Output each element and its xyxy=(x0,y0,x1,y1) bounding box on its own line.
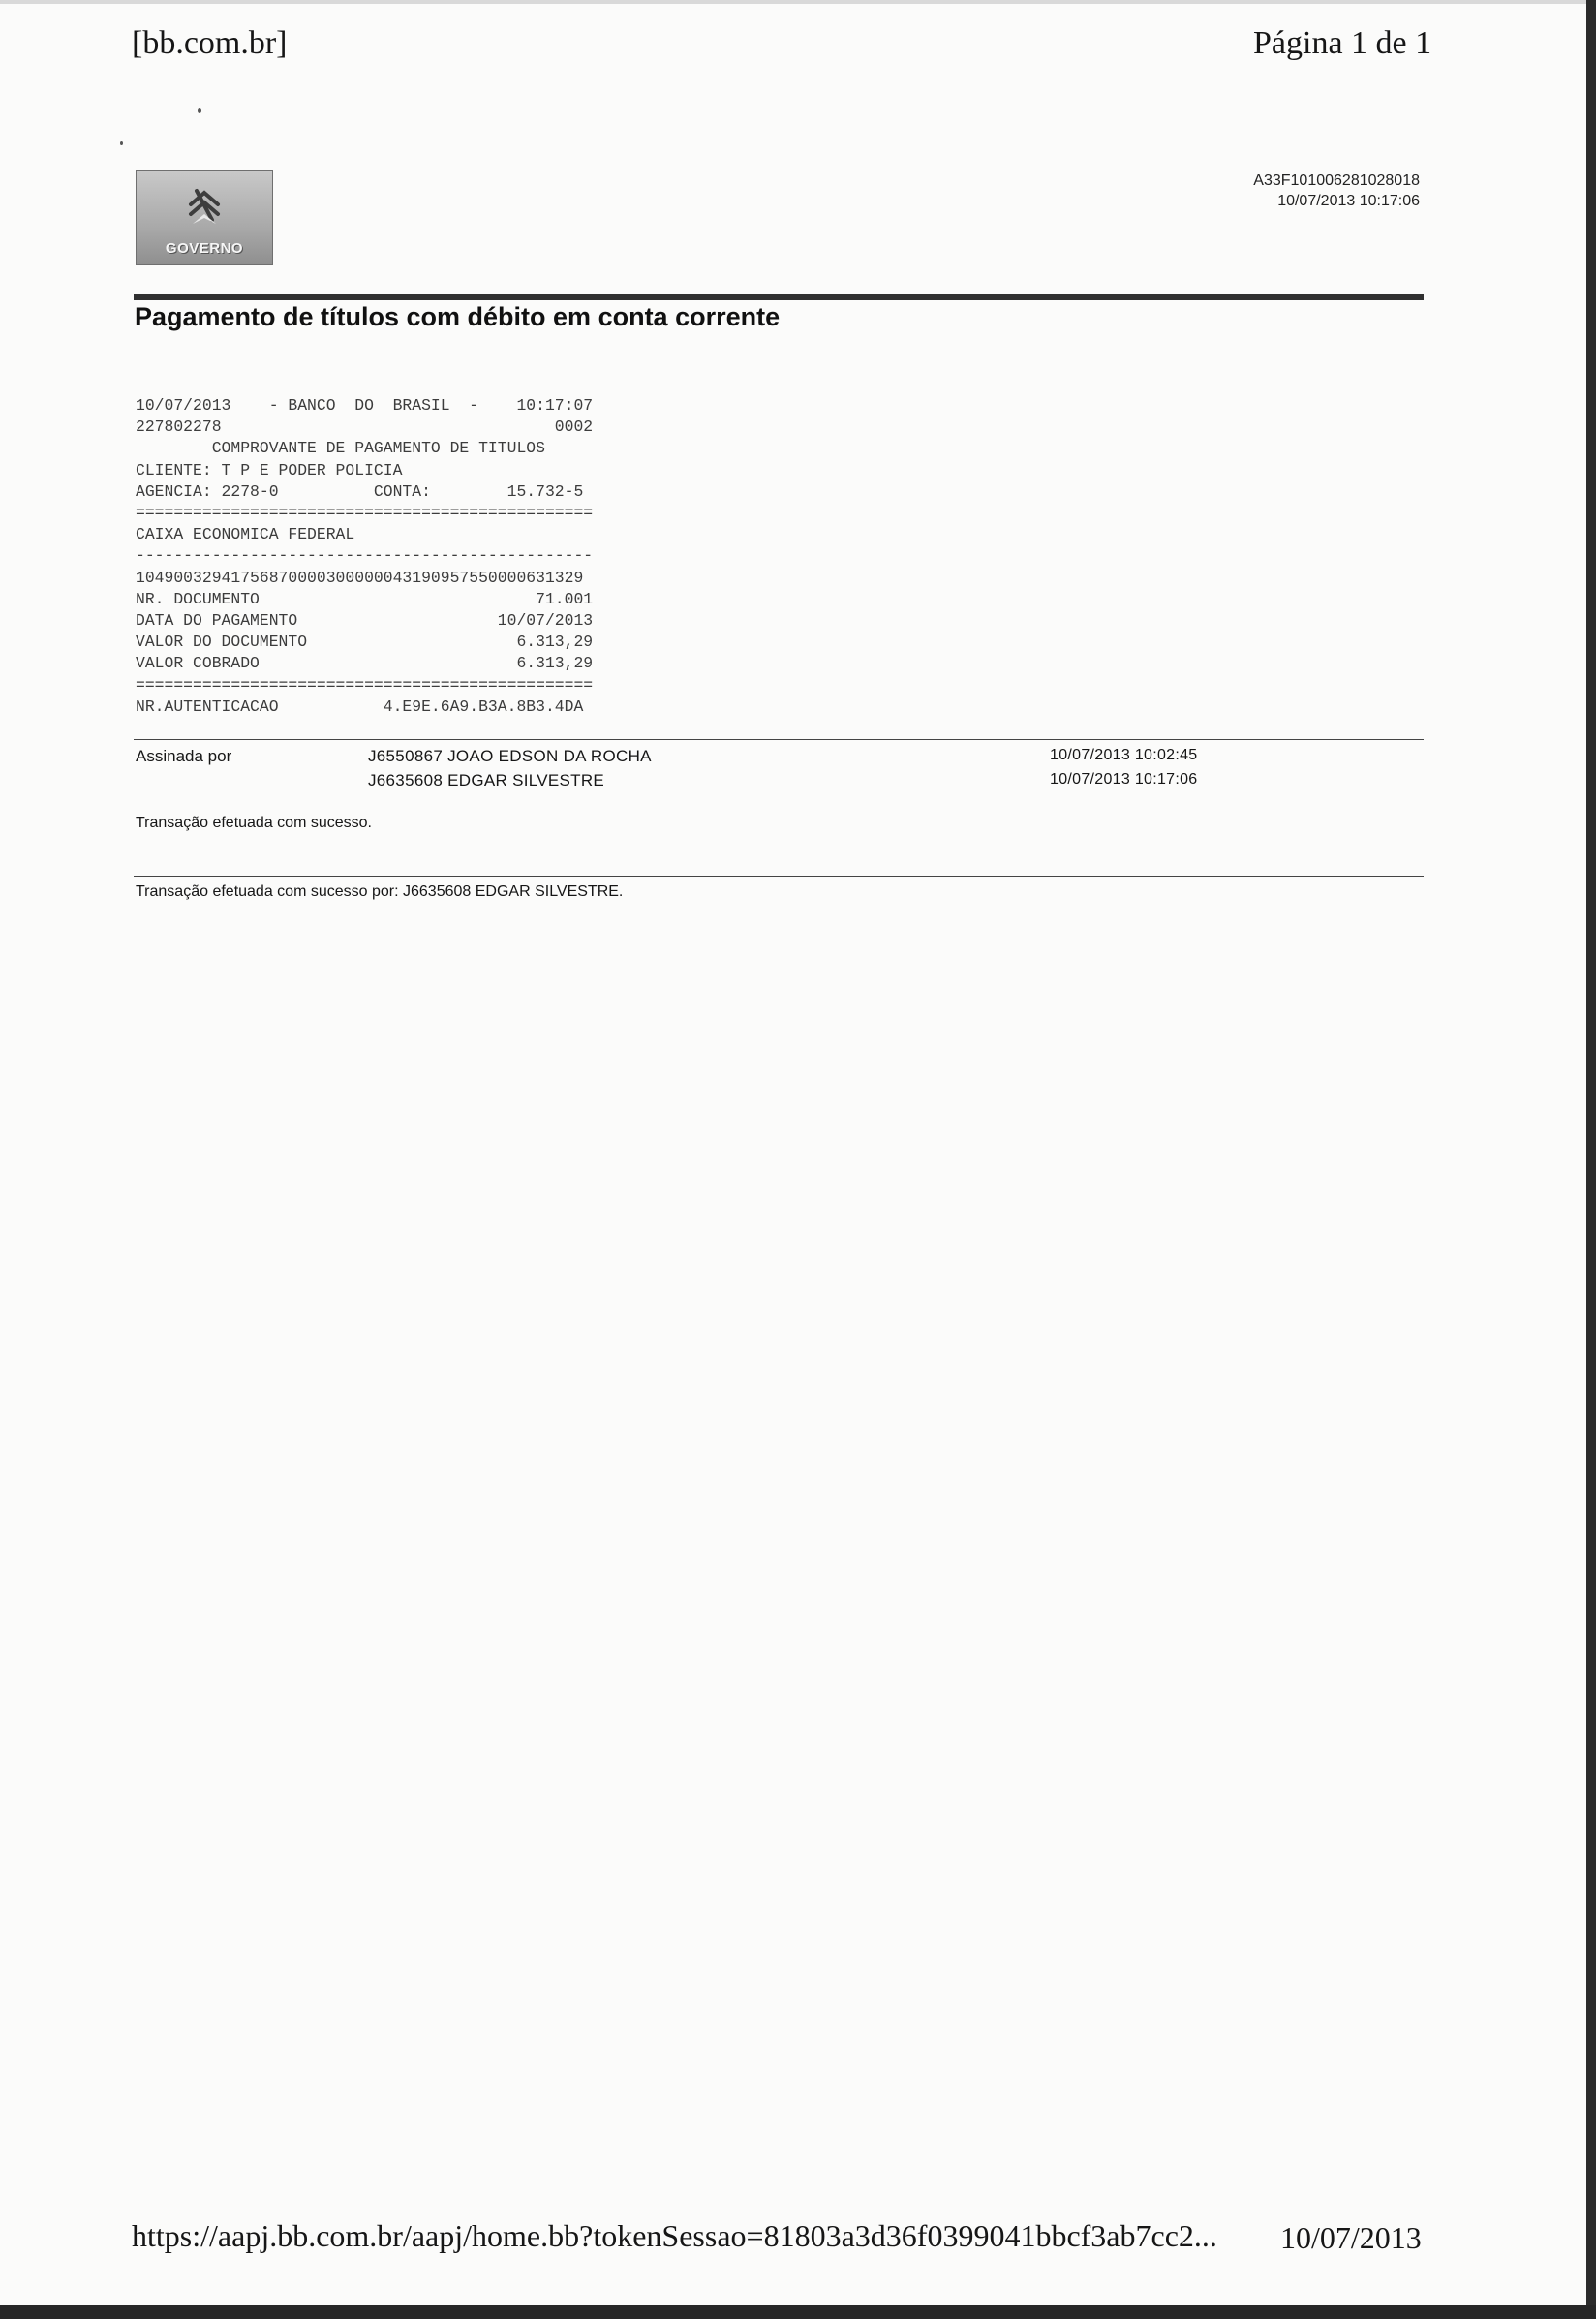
header-page-indicator: Página 1 de 1 xyxy=(1253,25,1432,61)
header-site: [bb.com.br] xyxy=(132,25,288,61)
receipt-line: 227802278 0002 xyxy=(136,417,594,437)
receipt-line: ================================================ xyxy=(136,504,594,523)
logo-label: GOVERNO xyxy=(165,240,244,257)
receipt-line: 10490032941756870000300000043190957550000631329 xyxy=(136,568,584,587)
receipt-line: COMPROVANTE DE PAGAMENTO DE TITULOS xyxy=(136,439,545,458)
payment-receipt xyxy=(136,395,593,718)
document-id: A33F101006281028018 xyxy=(1253,172,1420,189)
signer-name: J6635608 EDGAR SILVESTRE xyxy=(368,771,605,789)
banco-do-brasil-logo-icon xyxy=(137,171,272,239)
receipt-line: ================================================ xyxy=(136,675,594,695)
receipt-line: CAIXA ECONOMICA FEDERAL xyxy=(136,525,355,544)
document-datetime: 10/07/2013 10:17:06 xyxy=(1277,193,1420,209)
signatures-top-rule xyxy=(134,739,1424,740)
scan-speck xyxy=(120,141,123,145)
signer-name: J6550867 JOAO EDSON DA ROCHA xyxy=(368,747,652,765)
signer-datetime: 10/07/2013 10:17:06 xyxy=(1050,771,1198,788)
receipt-line: ------------------------------------------------ xyxy=(136,546,594,566)
page-title: Pagamento de títulos com débito em conta corrente xyxy=(135,302,781,331)
scan-bottom-edge xyxy=(0,2305,1596,2319)
footer-date: 10/07/2013 xyxy=(1280,2220,1422,2255)
receipt-line: NR. DOCUMENTO 71.001 xyxy=(136,589,594,608)
success-message-by: Transação efetuada com sucesso por: J6635608 EDGAR SILVESTRE. xyxy=(136,883,624,900)
document-meta xyxy=(1253,170,1420,211)
signer-datetime: 10/07/2013 10:02:45 xyxy=(1050,747,1198,763)
signed-by-label: Assinada por xyxy=(136,747,232,765)
scan-speck xyxy=(198,108,201,113)
scan-top-edge xyxy=(0,0,1596,4)
receipt-line: VALOR DO DOCUMENTO 6.313,29 xyxy=(136,633,594,652)
title-top-rule xyxy=(134,294,1424,300)
receipt-line: AGENCIA: 2278-0 CONTA: 15.732-5 xyxy=(136,481,584,501)
footer-url: https://aapj.bb.com.br/aapj/home.bb?tokenSessao=81803a3d36f0399041bbcf3ab7cc2... xyxy=(132,2218,1217,2253)
receipt-line: 10/07/2013 - BANCO DO BRASIL - 10:17:07 xyxy=(136,396,594,415)
status-rule xyxy=(134,876,1424,877)
receipt-line: CLIENTE: T P E PODER POLICIA xyxy=(136,460,403,479)
governo-logo xyxy=(136,170,273,265)
receipt-line: VALOR COBRADO 6.313,29 xyxy=(136,654,594,673)
receipt-line: NR.AUTENTICACAO 4.E9E.6A9.B3A.8B3.4DA xyxy=(136,696,584,716)
receipt-line: DATA DO PAGAMENTO 10/07/2013 xyxy=(136,611,594,631)
success-message: Transação efetuada com sucesso. xyxy=(136,815,372,831)
scan-right-edge xyxy=(1586,0,1596,2319)
